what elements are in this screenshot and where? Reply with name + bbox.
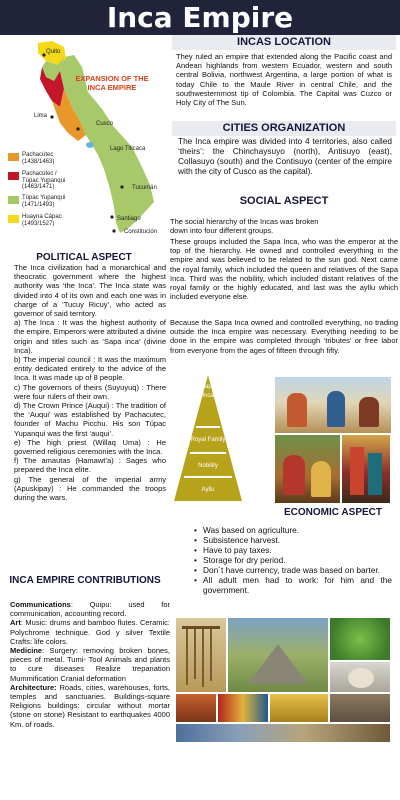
legend-line: Túpac Yupanqui: [22, 177, 66, 184]
photo-agriculture-illustration: [275, 377, 391, 433]
pyramid-level-nobility: Nobility: [198, 463, 218, 469]
city-constitucion: Constitución: [124, 229, 158, 235]
pyramid-level-inca: Inca: [202, 393, 214, 399]
political-text: [14, 263, 166, 502]
economic-heading: ECONOMIC ASPECT: [284, 507, 382, 518]
contribution-item: [10, 618, 170, 646]
economic-item: • Was based on agriculture.: [192, 525, 392, 535]
cities-heading: CITIES ORGANIZATION: [172, 121, 396, 136]
map-title: [64, 74, 160, 92]
political-paragraph: a) The Inca : It was the highest authority of the empire. Emperors were attributed a divine origin and titles such as ‘Sapa inca’ (divine Inca).: [14, 318, 166, 355]
pyramid-level-ayllu: Ayllu: [201, 487, 215, 493]
economic-item: • Don´t have currency, trade was based on barter.: [192, 565, 392, 575]
political-paragraph: g) The general of the imperial army (Apuskipay) : He commanded the troops during the wars.: [14, 474, 166, 503]
legend-line: (1438/1463): [22, 158, 55, 165]
social-intro-line: The social hierarchy of the Incas was broken: [170, 217, 319, 226]
photo-inca-figures: [342, 435, 390, 503]
photo-stone-wall: [330, 694, 390, 722]
economic-item: • Subsistence harvest.: [192, 535, 392, 545]
political-paragraph: e) The high priest (Willaq Uma) : He governed religious ceremonies with the Inca.: [14, 437, 166, 457]
economic-list: [192, 525, 392, 595]
legend-line: Huayna Cápac: [22, 214, 62, 220]
legend-line: Pachacútec /: [22, 171, 57, 177]
legend-swatch: [8, 153, 19, 161]
contribution-label: Communications: [10, 600, 71, 609]
photo-trepanned-skull: [330, 662, 390, 692]
contribution-desc: : Quipu: used for communication, accounting record.: [10, 600, 170, 619]
social-heading: SOCIAL ASPECT: [239, 195, 329, 207]
map-title-line1: EXPANSION OF THE: [75, 74, 149, 83]
legend-line: Pachacútec: [22, 152, 54, 158]
city-tucuman: Tucumán: [132, 185, 157, 191]
legend-line: (1471/1493): [22, 201, 55, 208]
political-paragraph: f) The amautas (Hamawt’a) : Sages who prepared the Inca elite.: [14, 456, 166, 475]
contribution-desc: : Surgery: removing broken bones, pieces of metal. Tumi- Tool Animals and plants to cure diseases Realize trepanation Mummification Cranial deformation: [10, 646, 170, 683]
legend-swatch: [8, 172, 19, 180]
page-title: Inca Empire: [106, 1, 294, 34]
contribution-item: [10, 683, 170, 729]
legend-swatch: [8, 215, 19, 223]
pyramid-level-sapa: Sapa: [200, 384, 215, 390]
social-body-2: Because the Sapa Inca owned and controlled everything, no trading outside the Inca empire was necessary. Everything needing to be done in the empire was completed through ‘tributes’ or free labor from everyone from the ages of fifteen through fifty.: [170, 318, 398, 355]
expansion-map: [2, 37, 170, 242]
inca-map-drawing: [2, 37, 170, 242]
social-body: These groups included the Sapa Inca, who was the emperor at the top of the hierarchy. He owned and controlled everything in the empire and was believed to be related to the sun god. Next came the royal family, which included the queen and relatives of the Sapa Inca. Third was the nobility, which included distant relatives of the royal family or the highly educated, and last was the ayllu which included everyone else.: [170, 237, 398, 302]
contribution-desc: : Music: drums and bamboo flutes. Ceramic: Polychrome technique. God y silver Textile Crafts: life colors.: [10, 618, 170, 646]
photo-village-scene: [275, 435, 340, 503]
economic-item: • Have to pay taxes.: [192, 545, 392, 555]
economic-item: • All adult men had to work: for him and the government.: [192, 575, 392, 595]
political-paragraph: b) The imperial council : It was the maximum entity dedicated entirely to the advice of the Inca. It was made up of 8 people.: [14, 355, 166, 383]
contribution-label: Art: [10, 618, 21, 628]
contributions-text: [10, 600, 170, 729]
political-paragraph: The Inca civilization had a monarchical and theocratic government where the highest authority was ‘the Inca’. The Inca state was divided into 4 of its own and each one was in charge of a ‘Tucuy Ricuy’, who acted as governor of said territory.: [14, 263, 166, 319]
city-cusco: Cusco: [96, 121, 114, 127]
photo-ceramic-vessel: [176, 694, 216, 722]
legend-line: Túpac Yupanqui: [22, 195, 66, 201]
social-intro: [170, 217, 398, 235]
social-intro-line: down into four different groups.: [170, 226, 274, 236]
political-heading: POLITICAL ASPECT: [36, 252, 132, 263]
city-titicaca: Lago Titicaca: [110, 146, 146, 152]
city-lima: Lima: [34, 113, 48, 119]
legend-swatch: [8, 196, 19, 204]
photo-quipu: [176, 618, 226, 692]
economic-item: • Storage for dry period.: [192, 555, 392, 565]
city-santiago: Santiago: [117, 216, 141, 222]
contribution-item: [10, 646, 170, 683]
map-title-line2: INCA EMPIRE: [87, 83, 137, 92]
photo-medicinal-plant: [330, 618, 390, 660]
photo-gold-figure: [270, 694, 328, 722]
contribution-label: Architecture:: [10, 682, 57, 692]
contribution-label: Medicine: [10, 646, 43, 656]
photo-machu-picchu: [228, 618, 328, 692]
legend-line: (1463/1471): [22, 184, 55, 190]
photo-road-strip: [176, 724, 390, 742]
social-pyramid: [172, 375, 244, 503]
location-text: They ruled an empire that extended along the Pacific coast and Andean highlands from western Ecuador, western and south central Bolivia, northwest Argentina, a large portion of what is today Chile to the Maule River in central Chile, and the southwesternmost tip of Colombia. The Capital was Cuzco or Holy City of The Sun.: [176, 52, 392, 108]
legend-line: (1493/1527): [22, 220, 55, 227]
location-heading: INCAS LOCATION: [172, 35, 396, 50]
photo-textile: [218, 694, 268, 722]
city-quito: Quito: [46, 49, 61, 55]
pyramid-level-royal: Royal Family: [190, 437, 226, 443]
political-paragraph: c) The governors of theirs (Suyuyuq) : There were four rulers of their own.: [14, 382, 166, 401]
contributions-heading: INCA EMPIRE CONTRIBUTIONS: [9, 575, 161, 586]
contribution-desc: Roads, cities, warehouses, forts, temples and sanctuaries. Buildings-square Religions buildings: circular without mortar (stone on stone) Resistant to earthquakes 4000 Km. of roads.: [10, 682, 170, 729]
contribution-item: [10, 600, 170, 618]
cities-text: The Inca empire was divided into 4 territories, also called ‘theirs’: the Chinchaysuyo (north), Antisuyo (east), Collasuyo (south) and the Contisuyo (center of the empire with the city of Cusco as the capital).: [178, 136, 392, 176]
political-paragraph: d) The Crown Prince (Auqui) : The tradition of the ‘Auqui’ was established by Pachacutec, founder of Machu Picchu. His son Túpac Yupanqui was the first ‘auqui’.: [14, 401, 166, 438]
